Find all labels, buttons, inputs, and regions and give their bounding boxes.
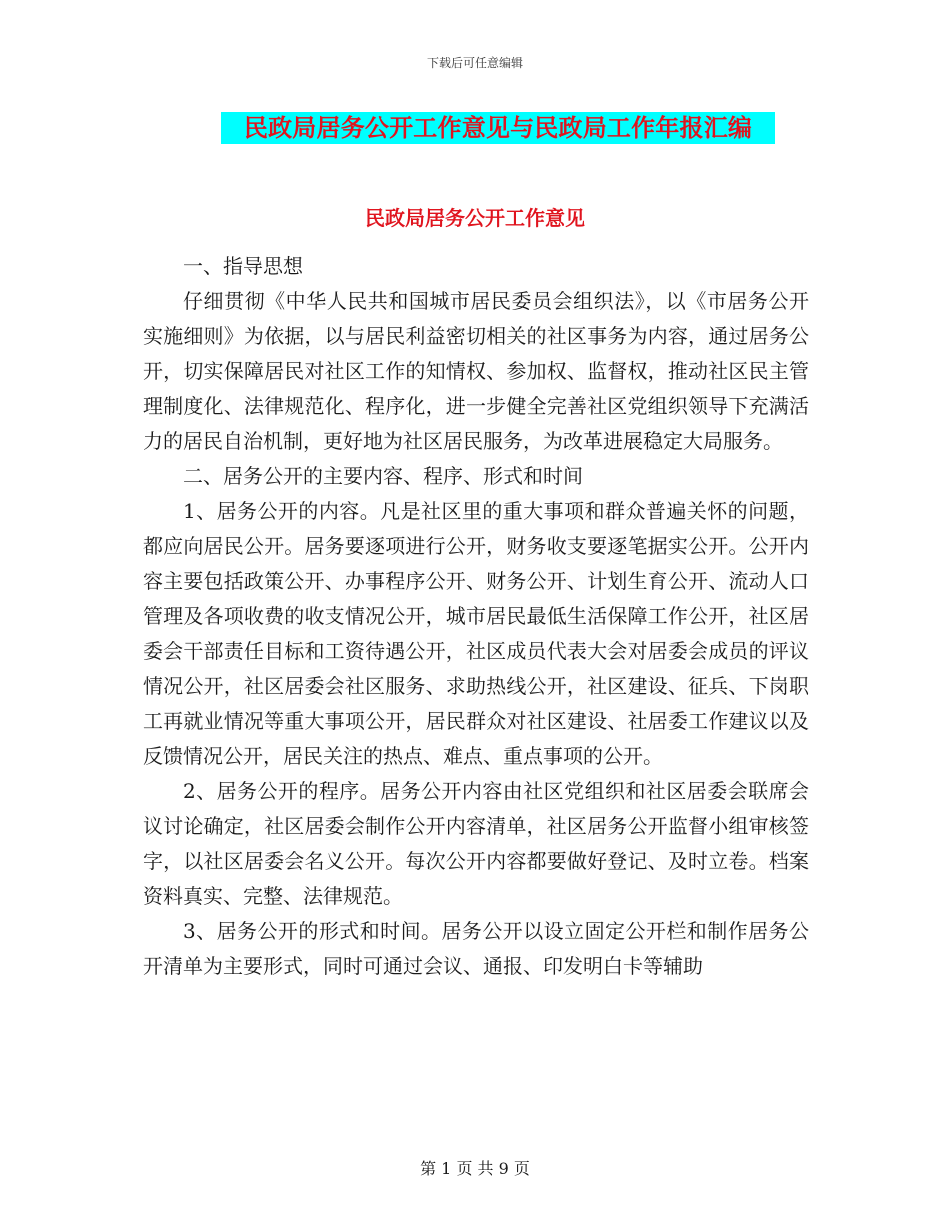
document-body xyxy=(143,249,809,984)
section-title: 民政局居务公开工作意见 xyxy=(365,206,585,230)
paragraph-guiding-ideology: 仔细贯彻《中华人民共和国城市居民委员会组织法》，以《市居务公开实施细则》为依据，以与居民利益密切相关的社区事务为内容，通过居务公开，切实保障居民对社区工作的知情权、参加权、监督权，推动社区民主管理制度化、法律规范化、程序化，进一步健全完善社区党组织领导下充满活力的居民自治机制，更好地为社区居民服务，为改革进展稳定大局服务。 xyxy=(143,289,809,453)
heading-content-procedure: 二、居务公开的主要内容、程序、形式和时间 xyxy=(183,464,583,488)
paragraph-procedure: 2、居务公开的程序。居务公开内容由社区党组织和社区居委会联席会议讨论确定，社区居委会制作公开内容清单，社区居务公开监督小组审核签字，以社区居委会名义公开。每次公开内容都要做好登记、及时立卷。档案资料真实、完整、法律规范。 xyxy=(143,779,809,908)
paragraph-form-time: 3、居务公开的形式和时间。居务公开以设立固定公开栏和制作居务公开清单为主要形式，同时可通过会议、通报、印发明白卡等辅助 xyxy=(143,919,809,978)
page-number: 第 1 页 共 9 页 xyxy=(420,1159,530,1178)
document-main-title: 民政局居务公开工作意见与民政局工作年报汇编 xyxy=(221,112,775,144)
heading-guiding-ideology: 一、指导思想 xyxy=(183,254,303,278)
header-note: 下载后可任意编辑 xyxy=(426,56,523,70)
paragraph-content: 1、居务公开的内容。凡是社区里的重大事项和群众普遍关怀的问题，都应向居民公开。居务要逐项进行公开，财务收支要逐笔据实公开。公开内容主要包括政策公开、办事程序公开、财务公开、计划生育公开、流动人口管理及各项收费的收支情况公开，城市居民最低生活保障工作公开，社区居委会干部责任目标和工资待遇公开，社区成员代表大会对居委会成员的评议情况公开，社区居委会社区服务、求助热线公开，社区建设、征兵、下岗职工再就业情况等重大事项公开，居民群众对社区建设、社居委工作建议以及反馈情况公开，居民关注的热点、难点、重点事项的公开。 xyxy=(143,499,809,768)
